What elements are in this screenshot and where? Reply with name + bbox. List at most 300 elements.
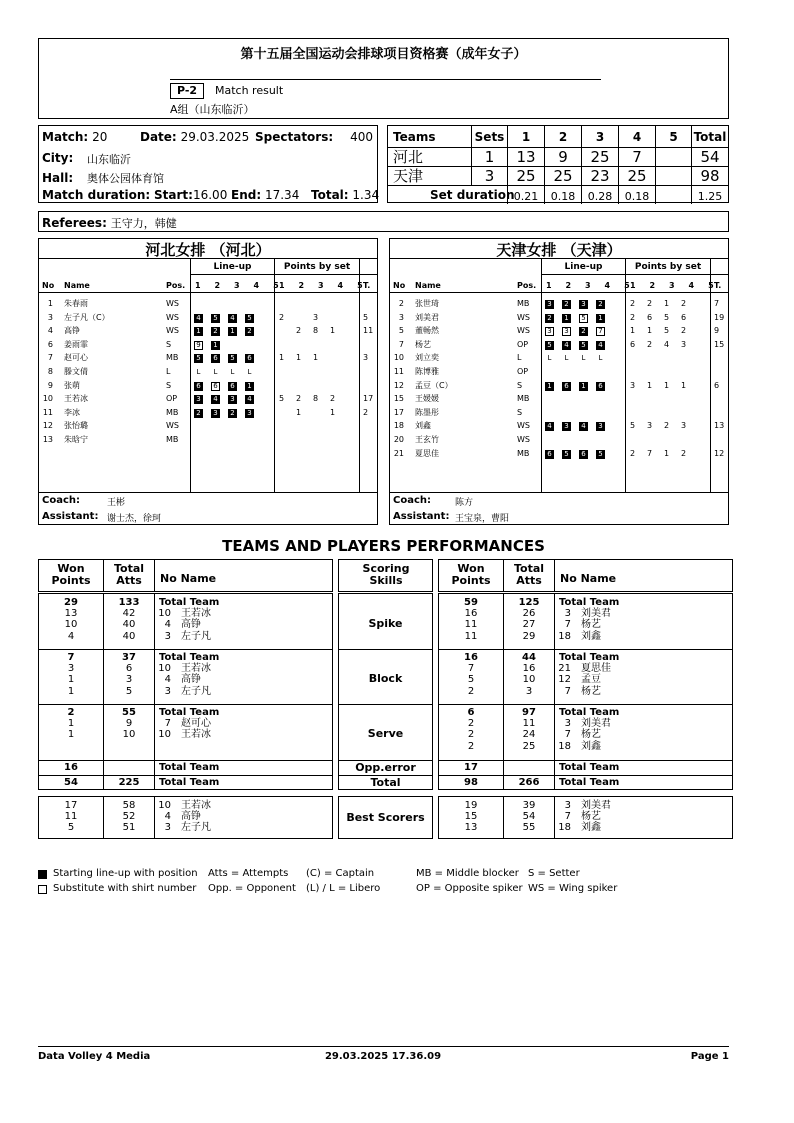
player-position: OP [517,367,529,376]
starting-position-box: 5 [194,354,203,363]
duration-label: Match duration: [42,188,151,202]
perf-skill-header: Scoring Skills [362,562,410,587]
player-set-points: 1 [664,380,670,390]
date-label: Date: [140,130,177,144]
team-a-assistant-label: Assistant: [42,511,99,522]
starting-position-box: 2 [245,327,254,336]
player-number: 11 [393,367,404,376]
legend [38,868,738,900]
player-name: 左子凡 [181,685,211,697]
starting-position-box: 6 [562,382,571,391]
lineup-set-1: 1 [195,281,201,290]
skill-label: Spike [368,617,403,630]
set4-duration: 0.18 [624,190,650,203]
starting-position-box: 4 [211,395,220,404]
spectators-count: 400 [350,130,373,144]
player-set-points: 2 [630,448,636,458]
player-name: Total Team [159,597,220,608]
starting-position-box: 5 [562,450,571,459]
legend-atts: Atts = Attempts [208,868,289,879]
starting-position-box: 6 [211,354,220,363]
player-name: 刘美君 [581,800,611,811]
player-position: WS [166,326,179,336]
total-attempts: 26 [522,608,536,620]
shirt-number: 4 [164,619,171,631]
best-scorers-skill [338,796,433,839]
total-duration: 1.34 [352,188,380,202]
starting-position-box: 4 [596,341,605,350]
starting-position-box: 6 [194,382,203,391]
lineup-set-4: 4 [253,281,260,290]
player-position: OP [517,339,529,349]
match-label: Match: [42,130,89,144]
player-name: 左子凡（C） [64,312,110,322]
player-name: 刘鑫 [415,421,431,431]
team-a-pos-header: Pos. [166,281,186,290]
player-name: 刘鑫 [581,630,601,642]
team-b-pos-header: Pos. [517,281,537,290]
total-attempts: 51 [122,822,136,834]
total-name: Total Team [559,777,620,788]
player-position: L [166,367,171,376]
player-name: 刘立奕 [415,353,439,363]
player-position: MB [166,435,179,444]
won-points: 2 [467,685,475,697]
player-number: 6 [47,339,53,349]
score-box [387,125,729,203]
starting-position-box: 6 [545,450,554,459]
score-b-total: 98 [700,167,720,185]
set3-duration: 0.28 [587,190,613,203]
player-set-points: 2 [647,299,653,308]
page-title: 第十五届全国运动会排球项目资格赛（成年女子） [240,47,527,62]
won-points: 4 [67,630,75,642]
player-total-points: 12 [714,448,725,458]
player-lineup [194,381,262,391]
won-points: 1 [67,685,75,697]
player-row [390,351,728,364]
player-position: WS [166,312,179,322]
starting-position-box: 1 [245,382,254,391]
player-name: 王若冰 [181,800,211,811]
won-points: 11 [464,619,478,631]
player-set-points: 1 [330,326,336,336]
best-scorers-label: Best Scorers [346,811,425,824]
player-name: Total Team [559,652,620,663]
skill-label: Block [368,672,403,685]
won-points: 1 [67,718,75,730]
player-position: WS [517,312,530,322]
total-attempts: 6 [125,663,133,675]
player-name: 刘鑫 [581,740,601,752]
player-name: 高铮 [181,811,201,823]
player-lineup [545,313,613,323]
shirt-number: 7 [564,619,571,631]
perf-body-b [438,593,733,790]
player-set-points: 8 [313,326,319,336]
starting-position-box: 3 [228,395,237,404]
won-points: 16 [464,608,478,620]
player-name: 张萌 [64,380,80,390]
player-row [39,297,377,310]
starting-position-box: 6 [245,354,254,363]
starting-lineup-square-icon [38,870,47,879]
substitute-box: 5 [579,314,588,323]
starting-position-box: 3 [194,395,203,404]
player-name: 王玄竹 [415,435,439,444]
starting-position-box: 4 [245,395,254,404]
points-set-5: 5 [708,281,714,290]
player-number: 10 [393,353,404,363]
player-lineup [194,367,262,377]
won-points: 10 [64,619,78,631]
player-row [390,392,728,405]
score-team-b: 天津 [393,167,424,185]
player-name: 刘美君 [581,718,611,730]
won-points: 11 [464,630,478,642]
player-total-points: 2 [363,407,369,417]
starting-position-box: 4 [545,422,554,431]
points-set-2: 2 [298,281,305,290]
match-info-box [38,125,378,203]
team-b-lineup-sets [546,281,630,290]
player-name: 高铮 [181,619,201,631]
total-attempts: 3 [125,674,133,686]
shirt-number: 4 [164,811,171,823]
player-name: 杨艺 [581,729,601,741]
player-name: 刘鑫 [581,822,601,834]
lineup-set-5: 5 [273,281,279,290]
player-name: 朱春雨 [64,299,88,308]
shirt-number: 7 [164,718,171,730]
player-position: WS [166,421,179,431]
player-total-points: 11 [363,326,374,336]
player-name: 滕文倩 [64,367,88,376]
team-a-roster [38,238,378,525]
won-points: 16 [464,652,478,663]
player-set-points: 1 [664,448,670,458]
header-box [38,38,729,119]
player-number: 17 [393,407,404,417]
player-name: Total Team [159,652,220,663]
starting-position-box: 5 [579,341,588,350]
player-set-points: 1 [647,380,653,390]
team-b-no-header: No [393,281,406,290]
player-row [390,406,728,419]
lineup-set-2: 2 [214,281,221,290]
player-name: 左子凡 [181,630,211,642]
won-points: 17 [64,800,78,811]
player-number: 4 [47,326,53,336]
points-set-1: 1 [630,281,636,290]
player-position: MB [517,394,530,404]
referees-box [38,211,729,232]
total-attempts: 52 [122,811,136,823]
player-position: MB [166,407,179,417]
player-set-points: 6 [630,339,636,349]
player-set-points: 2 [681,448,687,458]
city-value: 山东临沂 [87,153,131,166]
player-name: 王媛媛 [415,394,439,404]
perf-b-won-header: Won Points [451,562,491,587]
best-scorers-a [38,796,333,839]
total-attempts: 10 [122,729,136,741]
player-set-points: 3 [681,339,687,349]
legend-op: OP = Opposite spiker [416,883,523,894]
player-set-points: 8 [313,394,319,404]
shirt-number: 18 [558,630,571,642]
player-name: 杨艺 [581,685,601,697]
player-row [39,351,377,364]
player-set-points: 2 [296,394,302,404]
player-lineup [545,326,613,336]
player-name: 董畅然 [415,326,439,336]
player-set-points: 2 [681,299,687,308]
player-set-points: 5 [664,312,670,322]
substitute-box: 3 [562,327,571,336]
starting-position-box: 1 [211,341,220,350]
player-name: 张世琦 [415,299,439,308]
team-b-title: 天津女排 （天津） [496,241,622,259]
player-number: 7 [47,353,53,363]
team-b-coach: 陈方 [455,498,474,508]
won-points: 13 [464,822,478,834]
points-set-2: 2 [649,281,656,290]
player-number: 5 [398,326,404,336]
player-set-points: 3 [647,421,653,431]
player-set-points: 5 [279,394,285,404]
lineup-set-5: 5 [624,281,630,290]
player-number: 12 [42,421,53,431]
team-b-assistant: 王宝泉，曹阳 [455,514,510,524]
player-number: 11 [42,407,53,417]
player-set-points: 2 [296,326,302,336]
perf-body-skill [338,593,433,790]
starting-position-box: 1 [545,382,554,391]
skill-label: Serve [367,727,404,740]
player-name: 夏思佳 [415,448,439,458]
performance-title: TEAMS AND PLAYERS PERFORMANCES [222,537,545,555]
player-set-points: 2 [664,421,670,431]
shirt-number: 3 [164,822,171,834]
player-set-points: 2 [681,326,687,336]
total-attempts: 29 [522,630,536,642]
shirt-number: 7 [564,685,571,697]
end-label: End: [231,188,262,202]
player-position: MB [517,299,530,308]
starting-position-box: 2 [579,327,588,336]
player-row [390,297,728,310]
score-a-total: 54 [700,148,720,166]
points-set-5: 5 [357,281,363,290]
points-set-4: 4 [337,281,344,290]
player-lineup [194,394,262,404]
legend-start: Starting line-up with position [53,868,198,879]
player-name: 夏思佳 [581,663,611,675]
starting-position-box: 5 [545,341,554,350]
starting-position-box: 4 [228,314,237,323]
legend-sub: Substitute with shirt number [53,883,197,894]
player-set-points: 1 [681,380,687,390]
opp-error-name: Total Team [559,762,620,773]
player-position: MB [517,448,530,458]
total-attempts: 16 [522,663,536,675]
score-a-sets: 1 [484,148,495,166]
player-position: S [166,339,172,349]
player-number: 1 [47,299,53,308]
team-b-assistant-label: Assistant: [393,511,450,522]
player-set-points: 1 [296,407,302,417]
team-b-points-sets [630,281,714,290]
score-a-set1: 13 [516,148,536,166]
player-lineup [545,449,613,459]
score-header-teams: Teams [393,130,436,144]
player-name: 赵可心 [181,718,211,730]
player-set-points: 5 [664,326,670,336]
total-attempts: 97 [522,707,536,718]
total-label: Total: [311,188,349,202]
total-attempts: 11 [522,718,536,730]
player-total-points: 6 [714,380,720,390]
won-points: 15 [464,811,478,823]
shirt-number: 3 [164,685,171,697]
player-name: 杨艺 [415,339,431,349]
perf-header-a [38,559,333,592]
team-b-lineup-header: Line-up [564,262,603,272]
won-points: 7 [67,652,75,663]
starting-position-box: 5 [596,450,605,459]
opp-error-won: 16 [64,762,78,773]
player-number: 9 [47,380,53,390]
shirt-number: 3 [564,800,571,811]
score-header-set2: 2 [558,130,568,144]
player-row [390,324,728,337]
libero-mark: L [581,354,586,363]
legend-ws: WS = Wing spiker [528,883,618,894]
shirt-number: 3 [564,608,571,620]
player-set-points: 1 [647,326,653,336]
player-set-points: 2 [630,312,636,322]
player-set-points: 1 [630,326,636,336]
score-b-set4: 25 [627,167,647,185]
player-name: 陈博雅 [415,367,439,376]
player-row [39,311,377,324]
total-attempts: 55 [522,822,536,834]
score-team-a: 河北 [393,148,424,166]
hall-label: Hall: [42,171,74,185]
won-points: 2 [67,707,75,718]
player-set-points: 5 [630,421,636,431]
player-position: WS [166,299,179,308]
player-name: 李冰 [64,407,80,417]
player-number: 12 [393,380,404,390]
player-set-points: 3 [313,312,319,322]
won-points: 19 [464,800,478,811]
player-set-points: 3 [681,421,687,431]
won-points: 11 [64,811,78,823]
player-number: 10 [42,394,53,404]
footer-page: Page 1 [690,1051,729,1062]
player-name: 张怡璐 [64,421,88,431]
team-a-lineup-header: Line-up [213,262,252,272]
total-attempts: 39 [522,800,536,811]
substitute-box: 7 [596,327,605,336]
player-lineup [545,421,613,431]
starting-position-box: 4 [194,314,203,323]
legend-setter: S = Setter [528,868,580,879]
player-total-points: 15 [714,339,725,349]
referees-label: Referees: [42,216,107,230]
lineup-set-3: 3 [234,281,240,290]
total-attempts: 133 [118,597,140,608]
player-row [390,419,728,432]
won-points: 6 [467,707,475,718]
player-lineup [194,353,262,363]
player-name: 姜雨霏 [64,339,88,349]
perf-body-a [38,593,333,790]
set1-duration: 0.21 [513,190,539,203]
player-row [39,338,377,351]
team-a-title: 河北女排 （河北） [145,241,271,259]
player-total-points: 17 [363,394,374,404]
starting-position-box: 3 [245,409,254,418]
player-total-points: 9 [714,326,720,336]
team-b-points-header: Points by set [634,262,702,272]
shirt-number: 12 [558,674,571,686]
team-a-name-header: Name [64,281,90,290]
player-total-points: 13 [714,421,725,431]
player-position: WS [517,421,530,431]
score-header-total: Total [693,130,727,144]
starting-position-box: 3 [579,300,588,309]
score-b-sets: 3 [484,167,495,185]
won-points: 3 [67,663,75,675]
player-name: 杨艺 [581,619,601,631]
player-set-points: 1 [313,353,319,363]
player-position: S [517,407,523,417]
starting-position-box: 2 [211,327,220,336]
shirt-number: 10 [158,800,171,811]
referees-names: 王守力，韩健 [110,217,177,230]
player-name: 孟豆 [581,674,601,686]
player-set-points: 2 [630,299,636,308]
player-name: 刘美君 [415,312,439,322]
footer-timestamp: 29.03.2025 17.36.09 [324,1051,442,1062]
start-time: 16.00 [192,188,228,202]
total-attempts: 5 [125,685,133,697]
total-attempts: 40 [122,630,136,642]
total-attempts: 27 [522,619,536,631]
libero-mark: L [196,368,201,376]
score-a-set4: 7 [632,148,642,166]
starting-position-box: 2 [545,314,554,323]
legend-captain: (C) = Captain [306,868,375,879]
team-a-lineup-sets [195,281,279,290]
total-attempts: 54 [522,811,536,823]
player-position: S [517,380,523,390]
total-attempts: 9 [125,718,133,730]
player-row [390,447,728,460]
opp-error-name: Total Team [159,762,220,773]
best-scorers-b [438,796,733,839]
player-number: 3 [398,312,404,322]
substitute-box: 9 [194,341,203,350]
lineup-set-4: 4 [604,281,611,290]
start-label: Start: [154,188,193,202]
player-total-points: 19 [714,312,725,322]
legend-libero: (L) / L = Libero [306,883,381,894]
player-row [390,311,728,324]
